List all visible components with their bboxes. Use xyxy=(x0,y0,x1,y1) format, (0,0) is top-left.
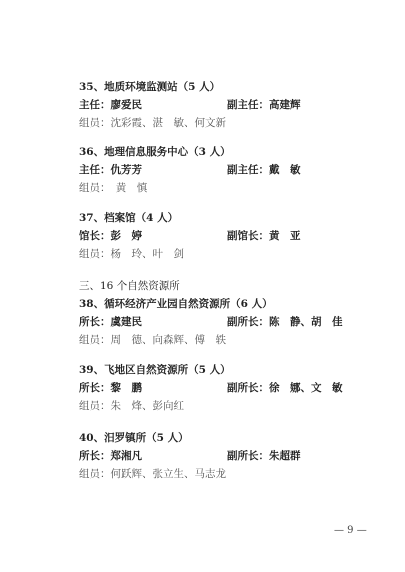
section-38-director: 所长：虞建民 xyxy=(79,316,142,328)
section-35-director: 主任：廖爱民 xyxy=(79,99,142,111)
section-40-director: 所长：郑湘凡 xyxy=(79,450,142,462)
section-36-deputy: 副主任：戴 敏 xyxy=(227,164,301,176)
section-35-members: 组员：沈彩霞、湛 敏、何文新 xyxy=(79,117,226,129)
section-39-deputy: 副所长：徐 娜、文 敏 xyxy=(227,382,343,394)
group-heading: 三、16 个自然资源所 xyxy=(79,280,180,292)
page-number: — 9 — xyxy=(334,525,367,536)
section-39-director: 所长：黎 鹏 xyxy=(79,382,142,394)
section-38-deputy: 副所长：陈 静、胡 佳 xyxy=(227,316,343,328)
section-36-director: 主任：仇芳芳 xyxy=(79,164,142,176)
section-37-members: 组员：杨 玲、叶 剑 xyxy=(79,248,184,260)
section-38-members: 组员：周 德、向森辉、傅 轶 xyxy=(79,334,226,346)
section-36-heading: 36、地理信息服务中心（3 人） xyxy=(79,146,231,158)
section-37-deputy: 副馆长：黄 亚 xyxy=(227,230,301,242)
section-35-deputy: 副主任：高建辉 xyxy=(227,99,301,111)
section-39-heading: 39、飞地区自然资源所（5 人） xyxy=(79,364,231,376)
section-37-director: 馆长：彭 婷 xyxy=(79,230,142,242)
section-40-members: 组员：何跃辉、张立生、马志龙 xyxy=(79,468,226,480)
section-37-heading: 37、档案馆（4 人） xyxy=(79,212,179,224)
section-35-heading: 35、地质环境监测站（5 人） xyxy=(79,81,221,93)
section-36-members: 组员： 黄 慎 xyxy=(79,182,148,194)
section-39-members: 组员：朱 烽、彭向红 xyxy=(79,400,184,412)
section-40-deputy: 副所长：朱超群 xyxy=(227,450,301,462)
section-38-heading: 38、循环经济产业园自然资源所（6 人） xyxy=(79,298,273,310)
section-40-heading: 40、汨罗镇所（5 人） xyxy=(79,432,189,444)
